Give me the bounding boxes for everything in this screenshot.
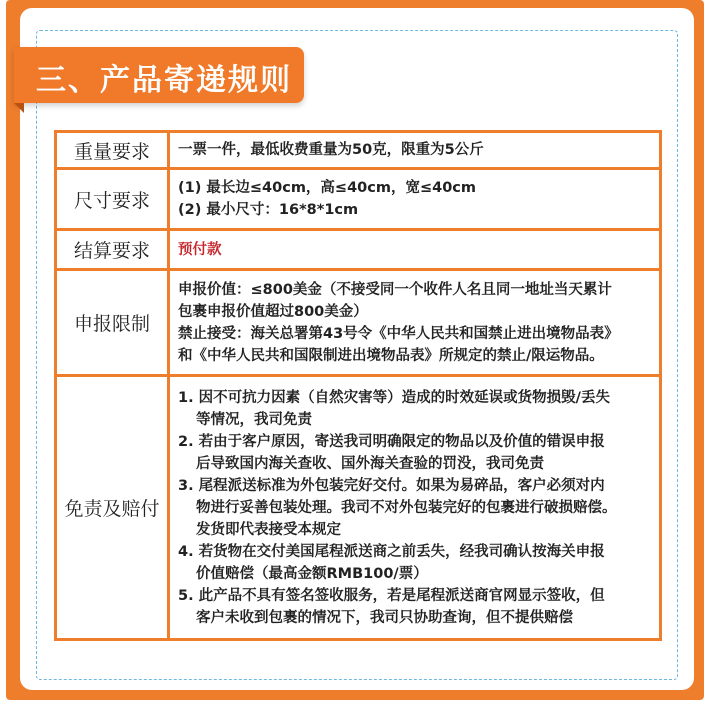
banner-fold <box>14 103 24 113</box>
liability-item-1 <box>178 387 651 431</box>
liability-line: 3. 尾程派送标准为外包装完好交付。如果为易碎品，客户必须对内 <box>178 477 605 494</box>
liability-item-2 <box>178 431 651 475</box>
rules-table <box>54 130 662 641</box>
weight-text: 一票一件，最低收费重量为50克，限重为5公斤 <box>178 142 484 158</box>
settlement-text: 预付款 <box>178 241 222 258</box>
liability-item-3 <box>178 475 651 541</box>
size-line-2: (2) 最小尺寸：16*8*1cm <box>178 202 359 218</box>
declaration-label: 申报限制 <box>56 270 169 376</box>
settlement-content <box>169 230 661 270</box>
liability-label: 免责及赔付 <box>56 376 169 640</box>
section-title: 三、产品寄递规则 <box>36 63 292 98</box>
table-row-size <box>56 169 661 230</box>
table-row-weight <box>56 132 661 169</box>
liability-line: 价值赔偿（最高金额RMB100/票） <box>196 565 428 582</box>
liability-line: 5. 此产品不具有签名签收服务，若是尾程派送商官网显示签收，但 <box>178 587 605 604</box>
liability-item-5 <box>178 585 651 629</box>
liability-line: 客户未收到包裹的情况下，我司只协助查询，但不提供赔偿 <box>196 609 573 626</box>
declaration-line: 禁止接受：海关总署第43号令《中华人民共和国禁止进出境物品表》 <box>178 325 619 342</box>
size-line-1: (1) 最长边≤40cm，高≤40cm，宽≤40cm <box>178 180 476 196</box>
declaration-line: 和《中华人民共和国限制进出境物品表》所规定的禁止/限运物品。 <box>178 347 604 364</box>
weight-label: 重量要求 <box>56 132 169 169</box>
declaration-content <box>169 270 661 376</box>
size-label: 尺寸要求 <box>56 169 169 230</box>
liability-line: 后导致国内海关查收、国外海关查验的罚没，我司免责 <box>196 455 544 472</box>
weight-content <box>169 132 661 169</box>
liability-line: 4. 若货物在交付美国尾程派送商之前丢失，经我司确认按海关申报 <box>178 543 605 560</box>
liability-line: 等情况，我司免责 <box>196 411 312 428</box>
table-row-declaration <box>56 270 661 376</box>
settlement-label: 结算要求 <box>56 230 169 270</box>
section-title-banner <box>14 47 304 103</box>
declaration-line: 申报价值：≤800美金（不接受同一个收件人名且同一地址当天累计 <box>178 281 612 298</box>
size-content <box>169 169 661 230</box>
liability-line: 2. 若由于客户原因，寄送我司明确限定的物品以及价值的错误申报 <box>178 433 605 450</box>
declaration-line: 包裹申报价值超过800美金） <box>178 303 368 320</box>
liability-line: 物进行妥善包装处理。我司不对外包装完好的包裹进行破损赔偿。 <box>196 499 617 516</box>
liability-content <box>169 376 661 640</box>
liability-line: 1. 因不可抗力因素（自然灾害等）造成的时效延误或货物损毁/丢失 <box>178 389 610 406</box>
table-row-settlement <box>56 230 661 270</box>
liability-line: 发货即代表接受本规定 <box>196 521 341 538</box>
liability-item-4 <box>178 541 651 585</box>
table-row-liability <box>56 376 661 640</box>
